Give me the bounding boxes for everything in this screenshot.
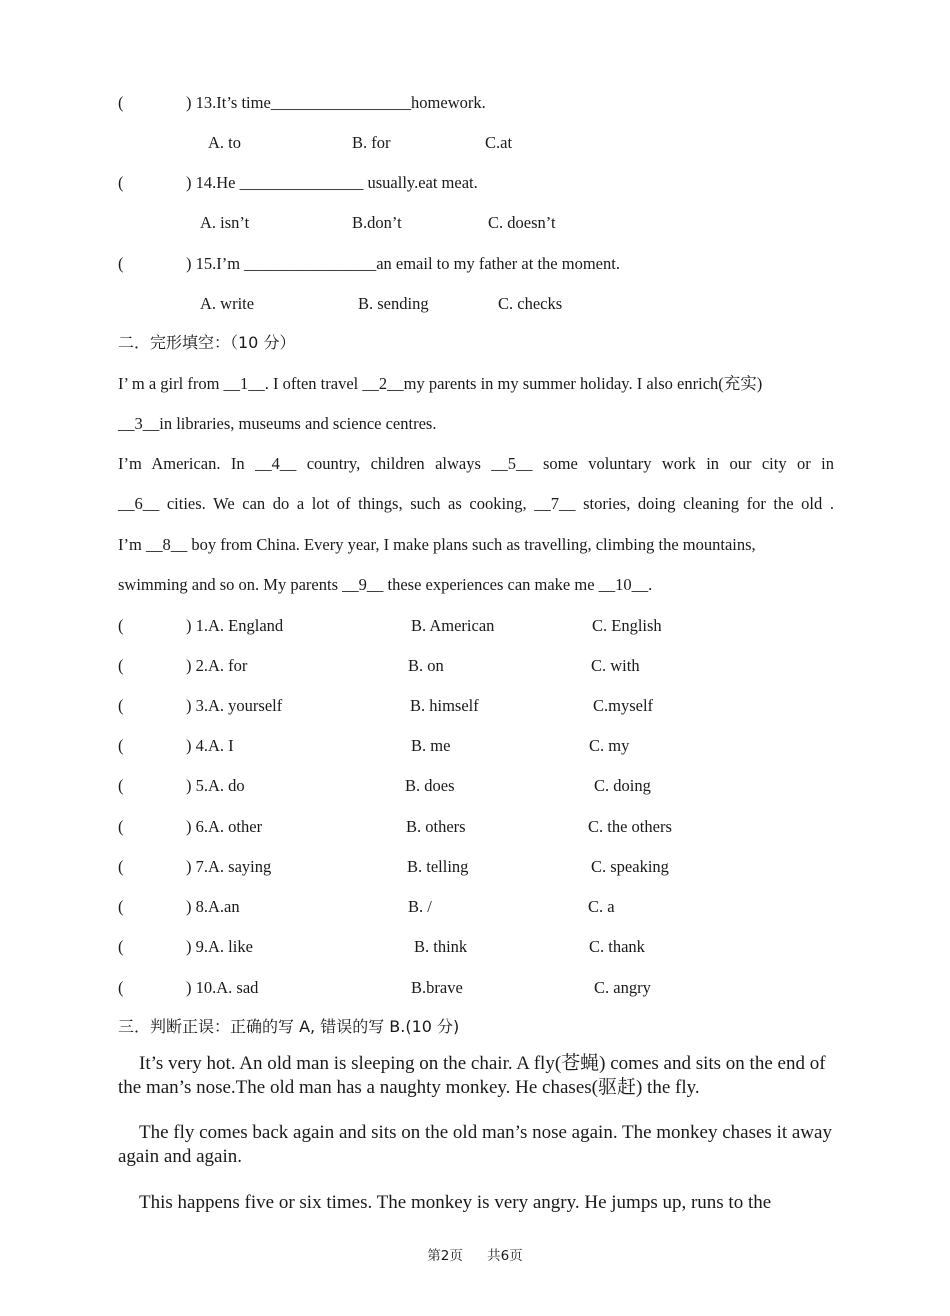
question-stem: ) 5.A. do (186, 776, 245, 795)
option-c: C. doing (594, 776, 651, 795)
option-b: B. for (352, 133, 391, 152)
passage-line-2: __3__in libraries, museums and science centres. (118, 414, 437, 433)
section-3-heading: 三．判断正误：正确的写 A, 错误的写 B.(10 分) (118, 1017, 460, 1036)
story-paragraph-2: The fly comes back again and sits on the old man’s nose again. The monkey chases it away again and again. (118, 1122, 832, 1167)
passage-line-5: I’m __8__ boy from China. Every year, I make plans such as travelling, climbing the mountains, (118, 535, 756, 554)
answer-bracket: ( (118, 897, 124, 916)
option-a: A. to (208, 133, 241, 152)
question-stem: ) 15.I’m ________________an email to my father at the moment. (186, 254, 620, 273)
page-number: 第2页 (427, 1248, 463, 1264)
option-b: B. sending (358, 294, 429, 313)
option-c: C. with (591, 656, 640, 675)
passage-line-4: __6__ cities. We can do a lot of things, such as cooking, __7__ stories, doing cleaning for the old . (118, 494, 834, 513)
option-c: C. the others (588, 817, 672, 836)
option-b: B.don’t (352, 213, 402, 232)
option-c: C. a (588, 897, 615, 916)
option-b: B. telling (407, 857, 469, 876)
answer-bracket: ( (118, 616, 124, 635)
option-c: C. angry (594, 978, 651, 997)
story-paragraph-3: This happens five or six times. The monkey is very angry. He jumps up, runs to the (139, 1192, 772, 1213)
answer-bracket: ( (118, 978, 124, 997)
option-c: C. doesn’t (488, 213, 556, 232)
answer-bracket: ( (118, 696, 124, 715)
answer-bracket: ( (118, 857, 124, 876)
question-stem: ) 13.It’s time_________________homework. (186, 93, 486, 112)
option-b: B.brave (411, 978, 463, 997)
question-stem: ) 1.A. England (186, 616, 284, 635)
answer-bracket: ( (118, 736, 124, 755)
answer-bracket: ( (118, 937, 124, 956)
option-a: A. isn’t (200, 213, 250, 232)
question-stem: ) 3.A. yourself (186, 696, 283, 715)
passage-line-1: I’ m a girl from __1__. I often travel __2__my parents in my summer holiday. I also enrich(充实) (118, 374, 763, 393)
page-footer (0, 1244, 950, 1264)
answer-bracket: ( (118, 656, 124, 675)
option-b: B. American (411, 616, 495, 635)
answer-bracket: ( (118, 254, 124, 273)
option-b: B. me (411, 736, 451, 755)
option-b: B. / (408, 897, 432, 916)
answer-bracket: ( (118, 776, 124, 795)
passage-line-3: I’m American. In __4__ country, children always __5__ some voluntary work in our city or in (118, 454, 834, 473)
option-b: B. others (406, 817, 466, 836)
question-stem: ) 4.A. I (186, 736, 234, 755)
option-c: C. my (589, 736, 630, 755)
question-stem: ) 7.A. saying (186, 857, 272, 876)
option-c: C.at (485, 133, 513, 152)
section-2-heading: 二．完形填空：（10 分） (118, 333, 296, 352)
answer-bracket: ( (118, 93, 124, 112)
answer-bracket: ( (118, 817, 124, 836)
option-b: B. think (414, 937, 468, 956)
option-c: C.myself (593, 696, 654, 715)
answer-bracket: ( (118, 173, 124, 192)
question-stem: ) 10.A. sad (186, 978, 259, 997)
question-stem: ) 8.A.an (186, 897, 240, 916)
option-b: B. himself (410, 696, 479, 715)
question-stem: ) 2.A. for (186, 656, 248, 675)
option-c: C. English (592, 616, 662, 635)
story-paragraph-1: It’s very hot. An old man is sleeping on the chair. A fly(苍蝇) comes and sits on the end of the man’s nose.The old man has a naughty monkey. He chases(驱赶) the fly. (118, 1053, 826, 1098)
question-stem: ) 6.A. other (186, 817, 263, 836)
option-c: C. checks (498, 294, 563, 313)
option-b: B. on (408, 656, 444, 675)
option-b: B. does (405, 776, 455, 795)
question-stem: ) 14.He _______________ usually.eat meat. (186, 173, 478, 192)
option-c: C. speaking (591, 857, 669, 876)
page-total: 共6页 (487, 1248, 523, 1264)
option-c: C. thank (589, 937, 645, 956)
passage-line-6: swimming and so on. My parents __9__ these experiences can make me __10__. (118, 575, 653, 594)
question-stem: ) 9.A. like (186, 937, 253, 956)
option-a: A. write (200, 294, 255, 313)
